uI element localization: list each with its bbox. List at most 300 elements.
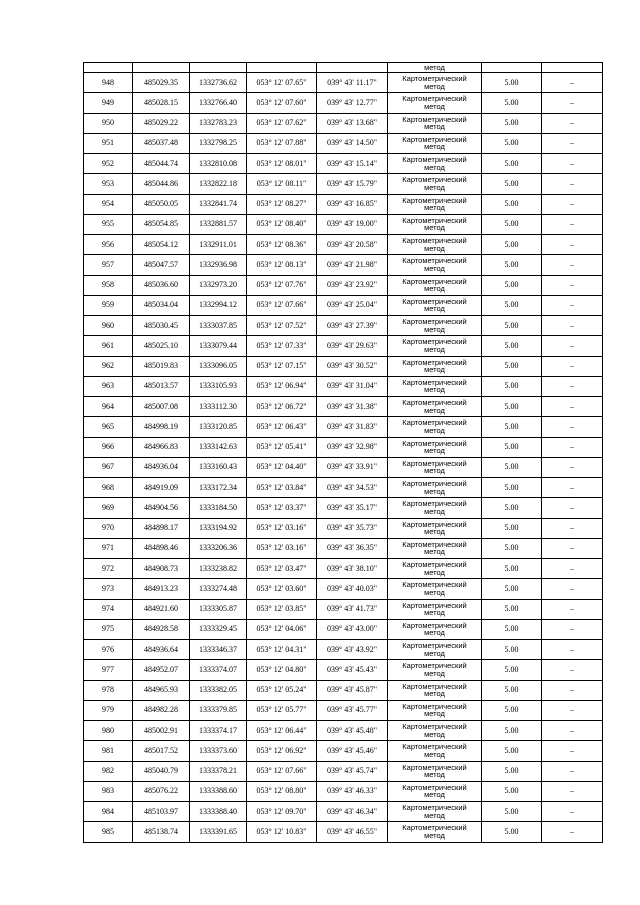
- header-cell: [133, 63, 190, 73]
- table-row: [84, 457, 603, 477]
- method-line-1: Картометрический: [402, 803, 467, 813]
- method-line-1: Картометрический: [402, 519, 467, 529]
- note-cell: –: [542, 761, 603, 781]
- method-line-2: метод: [424, 709, 445, 719]
- coordinates-table-page: [83, 62, 602, 843]
- y-coordinate-cell: 1333096.05: [190, 356, 247, 376]
- accuracy-cell: 5.00: [482, 214, 542, 234]
- accuracy-cell: 5.00: [482, 559, 542, 579]
- table-row: [84, 275, 603, 295]
- x-coordinate-cell: 485054.12: [133, 235, 190, 255]
- accuracy-cell: 5.00: [482, 498, 542, 518]
- x-coordinate-cell: 484982.28: [133, 700, 190, 720]
- accuracy-cell: 5.00: [482, 194, 542, 214]
- method-line-2: метод: [424, 689, 445, 699]
- method-line-1: Картометрический: [402, 580, 467, 590]
- y-coordinate-cell: 1333378.21: [190, 761, 247, 781]
- method-line-2: метод: [424, 263, 445, 273]
- x-coordinate-cell: 484928.58: [133, 619, 190, 639]
- method-line-2: метод: [424, 628, 445, 638]
- x-coordinate-cell: 484904.56: [133, 498, 190, 518]
- y-coordinate-cell: 1333194.92: [190, 518, 247, 538]
- longitude-cell: 039° 43' 32.98": [317, 437, 388, 457]
- method-line-2: метод: [424, 203, 445, 213]
- longitude-cell: 039° 43' 46.33": [317, 781, 388, 801]
- point-number-cell: 968: [84, 478, 133, 498]
- accuracy-cell: 5.00: [482, 538, 542, 558]
- point-number-cell: 950: [84, 113, 133, 133]
- y-coordinate-cell: 1332936.98: [190, 255, 247, 275]
- method-line-1: Картометрический: [402, 742, 467, 752]
- method-cell: [388, 741, 482, 761]
- x-coordinate-cell: 485025.10: [133, 336, 190, 356]
- header-cell: [542, 63, 603, 73]
- method-cell: [388, 599, 482, 619]
- accuracy-cell: 5.00: [482, 316, 542, 336]
- method-cell: [388, 538, 482, 558]
- latitude-cell: 053° 12' 07.88": [247, 133, 317, 153]
- longitude-cell: 039° 43' 38.10": [317, 559, 388, 579]
- method-line-2: метод: [424, 182, 445, 192]
- method-line-1: Картометрический: [402, 114, 467, 124]
- latitude-cell: 053° 12' 06.92": [247, 741, 317, 761]
- longitude-cell: 039° 43' 33.91": [317, 457, 388, 477]
- header-cell: [247, 63, 317, 73]
- x-coordinate-cell: 485017.52: [133, 741, 190, 761]
- longitude-cell: 039° 43' 45.77": [317, 700, 388, 720]
- latitude-cell: 053° 12' 07.15": [247, 356, 317, 376]
- method-line-1: Картометрический: [402, 438, 467, 448]
- note-cell: –: [542, 295, 603, 315]
- accuracy-cell: 5.00: [482, 356, 542, 376]
- method-line-2: метод: [424, 304, 445, 314]
- table-row: [84, 822, 603, 842]
- method-line-1: Картометрический: [402, 499, 467, 509]
- method-cell: [388, 680, 482, 700]
- method-line-1: Картометрический: [402, 600, 467, 610]
- x-coordinate-cell: 485019.83: [133, 356, 190, 376]
- point-number-cell: 977: [84, 660, 133, 680]
- note-cell: –: [542, 336, 603, 356]
- method-line-1: Картометрический: [402, 701, 467, 711]
- longitude-cell: 039° 43' 40.03": [317, 579, 388, 599]
- longitude-cell: 039° 43' 29.63": [317, 336, 388, 356]
- point-number-cell: 957: [84, 255, 133, 275]
- latitude-cell: 053° 12' 06.94": [247, 376, 317, 396]
- method-line-2: метод: [424, 527, 445, 537]
- method-line-2: метод: [424, 608, 445, 618]
- method-line-2: метод: [424, 142, 445, 152]
- accuracy-cell: 5.00: [482, 741, 542, 761]
- method-line-2: метод: [424, 101, 445, 111]
- x-coordinate-cell: 485002.91: [133, 721, 190, 741]
- coordinates-table: [83, 62, 603, 843]
- method-cell: [388, 518, 482, 538]
- note-cell: –: [542, 478, 603, 498]
- method-cell: [388, 700, 482, 720]
- table-row: [84, 73, 603, 93]
- x-coordinate-cell: 485036.60: [133, 275, 190, 295]
- longitude-cell: 039° 43' 13.68": [317, 113, 388, 133]
- latitude-cell: 053° 12' 07.66": [247, 295, 317, 315]
- method-line-1: Картометрический: [402, 317, 467, 327]
- method-cell: [388, 376, 482, 396]
- point-number-cell: 967: [84, 457, 133, 477]
- longitude-cell: 039° 43' 46.55": [317, 822, 388, 842]
- continued-header-row: [84, 63, 603, 73]
- longitude-cell: 039° 43' 35.73": [317, 518, 388, 538]
- longitude-cell: 039° 43' 15.14": [317, 154, 388, 174]
- note-cell: –: [542, 417, 603, 437]
- method-cell: [388, 356, 482, 376]
- table-row: [84, 802, 603, 822]
- y-coordinate-cell: 1332973.20: [190, 275, 247, 295]
- point-number-cell: 960: [84, 316, 133, 336]
- latitude-cell: 053° 12' 04.31": [247, 640, 317, 660]
- x-coordinate-cell: 484898.46: [133, 538, 190, 558]
- x-coordinate-cell: 485040.79: [133, 761, 190, 781]
- note-cell: –: [542, 822, 603, 842]
- longitude-cell: 039° 43' 23.92": [317, 275, 388, 295]
- table-row: [84, 700, 603, 720]
- method-line-1: Картометрический: [402, 276, 467, 286]
- latitude-cell: 053° 12' 07.33": [247, 336, 317, 356]
- latitude-cell: 053° 12' 08.01": [247, 154, 317, 174]
- table-row: [84, 417, 603, 437]
- y-coordinate-cell: 1333379.85: [190, 700, 247, 720]
- note-cell: –: [542, 700, 603, 720]
- table-row: [84, 336, 603, 356]
- method-line-2: метод: [424, 365, 445, 375]
- accuracy-cell: 5.00: [482, 417, 542, 437]
- y-coordinate-cell: 1332783.23: [190, 113, 247, 133]
- x-coordinate-cell: 484913.23: [133, 579, 190, 599]
- point-number-cell: 978: [84, 680, 133, 700]
- y-coordinate-cell: 1333112.30: [190, 397, 247, 417]
- x-coordinate-cell: 485007.08: [133, 397, 190, 417]
- method-line-2: метод: [424, 284, 445, 294]
- longitude-cell: 039° 43' 41.73": [317, 599, 388, 619]
- accuracy-cell: 5.00: [482, 376, 542, 396]
- method-line-2: метод: [424, 81, 445, 91]
- y-coordinate-cell: 1333374.17: [190, 721, 247, 741]
- point-number-cell: 981: [84, 741, 133, 761]
- x-coordinate-cell: 485103.97: [133, 802, 190, 822]
- point-number-cell: 954: [84, 194, 133, 214]
- note-cell: –: [542, 640, 603, 660]
- latitude-cell: 053° 12' 09.70": [247, 802, 317, 822]
- header-method-cell: метод: [388, 63, 482, 73]
- table-row: [84, 154, 603, 174]
- table-row: [84, 680, 603, 700]
- method-cell: [388, 619, 482, 639]
- method-line-2: метод: [424, 790, 445, 800]
- note-cell: –: [542, 538, 603, 558]
- method-line-1: Картометрический: [402, 823, 467, 833]
- method-line-2: метод: [424, 486, 445, 496]
- table-row: [84, 93, 603, 113]
- method-line-2: метод: [424, 122, 445, 132]
- longitude-cell: 039° 43' 19.00": [317, 214, 388, 234]
- point-number-cell: 951: [84, 133, 133, 153]
- method-line-1: Картометрический: [402, 337, 467, 347]
- y-coordinate-cell: 1333160.43: [190, 457, 247, 477]
- table-row: [84, 599, 603, 619]
- latitude-cell: 053° 12' 08.27": [247, 194, 317, 214]
- accuracy-cell: 5.00: [482, 133, 542, 153]
- note-cell: –: [542, 498, 603, 518]
- note-cell: –: [542, 376, 603, 396]
- method-line-1: Картометрический: [402, 782, 467, 792]
- table-row: [84, 235, 603, 255]
- y-coordinate-cell: 1332736.62: [190, 73, 247, 93]
- method-cell: [388, 640, 482, 660]
- y-coordinate-cell: 1333388.40: [190, 802, 247, 822]
- x-coordinate-cell: 485044.86: [133, 174, 190, 194]
- method-line-2: метод: [424, 425, 445, 435]
- latitude-cell: 053° 12' 05.77": [247, 700, 317, 720]
- method-line-1: Картометрический: [402, 296, 467, 306]
- method-line-1: Картометрический: [402, 94, 467, 104]
- longitude-cell: 039° 43' 43.92": [317, 640, 388, 660]
- method-cell: [388, 275, 482, 295]
- method-cell: [388, 133, 482, 153]
- accuracy-cell: 5.00: [482, 518, 542, 538]
- header-cell: [84, 63, 133, 73]
- method-line-1: Картометрический: [402, 641, 467, 651]
- accuracy-cell: 5.00: [482, 437, 542, 457]
- latitude-cell: 053° 12' 07.62": [247, 113, 317, 133]
- note-cell: –: [542, 599, 603, 619]
- accuracy-cell: 5.00: [482, 235, 542, 255]
- y-coordinate-cell: 1332994.12: [190, 295, 247, 315]
- longitude-cell: 039° 43' 43.00": [317, 619, 388, 639]
- method-line-1: Картометрический: [402, 479, 467, 489]
- y-coordinate-cell: 1333391.65: [190, 822, 247, 842]
- table-row: [84, 295, 603, 315]
- x-coordinate-cell: 484919.09: [133, 478, 190, 498]
- note-cell: –: [542, 559, 603, 579]
- method-cell: [388, 214, 482, 234]
- method-line-2: метод: [424, 506, 445, 516]
- latitude-cell: 053° 12' 03.60": [247, 579, 317, 599]
- note-cell: –: [542, 174, 603, 194]
- table-row: [84, 397, 603, 417]
- accuracy-cell: 5.00: [482, 336, 542, 356]
- x-coordinate-cell: 484936.64: [133, 640, 190, 660]
- method-cell: [388, 579, 482, 599]
- x-coordinate-cell: 485050.05: [133, 194, 190, 214]
- point-number-cell: 966: [84, 437, 133, 457]
- method-line-2: метод: [424, 405, 445, 415]
- method-line-1: Картометрический: [402, 620, 467, 630]
- method-cell: [388, 73, 482, 93]
- latitude-cell: 053° 12' 07.65": [247, 73, 317, 93]
- note-cell: –: [542, 802, 603, 822]
- point-number-cell: 953: [84, 174, 133, 194]
- method-cell: [388, 154, 482, 174]
- accuracy-cell: 5.00: [482, 174, 542, 194]
- method-line-2: метод: [424, 446, 445, 456]
- point-number-cell: 961: [84, 336, 133, 356]
- table-row: [84, 741, 603, 761]
- y-coordinate-cell: 1333206.36: [190, 538, 247, 558]
- latitude-cell: 053° 12' 05.41": [247, 437, 317, 457]
- header-cell: [190, 63, 247, 73]
- method-cell: [388, 174, 482, 194]
- y-coordinate-cell: 1333329.45: [190, 619, 247, 639]
- longitude-cell: 039° 43' 45.87": [317, 680, 388, 700]
- x-coordinate-cell: 485029.22: [133, 113, 190, 133]
- note-cell: –: [542, 619, 603, 639]
- y-coordinate-cell: 1332881.57: [190, 214, 247, 234]
- note-cell: –: [542, 660, 603, 680]
- x-coordinate-cell: 485047.57: [133, 255, 190, 275]
- method-line-2: метод: [424, 243, 445, 253]
- accuracy-cell: 5.00: [482, 113, 542, 133]
- latitude-cell: 053° 12' 06.72": [247, 397, 317, 417]
- note-cell: –: [542, 214, 603, 234]
- table-row: [84, 356, 603, 376]
- note-cell: –: [542, 154, 603, 174]
- accuracy-cell: 5.00: [482, 397, 542, 417]
- method-line-2: метод: [424, 830, 445, 840]
- y-coordinate-cell: 1333346.37: [190, 640, 247, 660]
- point-number-cell: 971: [84, 538, 133, 558]
- method-line-2: метод: [424, 587, 445, 597]
- table-row: [84, 538, 603, 558]
- method-line-1: Картометрический: [402, 74, 467, 84]
- method-line-1: Картометрический: [402, 661, 467, 671]
- accuracy-cell: 5.00: [482, 599, 542, 619]
- header-cell: [317, 63, 388, 73]
- method-line-1: Картометрический: [402, 539, 467, 549]
- note-cell: –: [542, 255, 603, 275]
- method-cell: [388, 457, 482, 477]
- latitude-cell: 053° 12' 03.85": [247, 599, 317, 619]
- x-coordinate-cell: 485013.57: [133, 376, 190, 396]
- method-cell: [388, 437, 482, 457]
- method-cell: [388, 397, 482, 417]
- method-line-1: Картометрический: [402, 377, 467, 387]
- latitude-cell: 053° 12' 07.60": [247, 93, 317, 113]
- accuracy-cell: 5.00: [482, 680, 542, 700]
- method-line-2: метод: [424, 547, 445, 557]
- longitude-cell: 039° 43' 16.85": [317, 194, 388, 214]
- latitude-cell: 053° 12' 08.11": [247, 174, 317, 194]
- accuracy-cell: 5.00: [482, 619, 542, 639]
- y-coordinate-cell: 1333105.93: [190, 376, 247, 396]
- method-line-1: Картометрический: [402, 175, 467, 185]
- accuracy-cell: 5.00: [482, 822, 542, 842]
- point-number-cell: 965: [84, 417, 133, 437]
- longitude-cell: 039° 43' 45.74": [317, 761, 388, 781]
- latitude-cell: 053° 12' 03.37": [247, 498, 317, 518]
- point-number-cell: 980: [84, 721, 133, 741]
- table-row: [84, 761, 603, 781]
- note-cell: –: [542, 781, 603, 801]
- longitude-cell: 039° 43' 31.38": [317, 397, 388, 417]
- method-line-1: Картометрический: [402, 236, 467, 246]
- note-cell: –: [542, 579, 603, 599]
- y-coordinate-cell: 1333388.60: [190, 781, 247, 801]
- table-row: [84, 133, 603, 153]
- x-coordinate-cell: 485037.48: [133, 133, 190, 153]
- latitude-cell: 053° 12' 08.13": [247, 255, 317, 275]
- latitude-cell: 053° 12' 06.43": [247, 417, 317, 437]
- note-cell: –: [542, 397, 603, 417]
- latitude-cell: 053° 12' 04.80": [247, 660, 317, 680]
- method-cell: [388, 235, 482, 255]
- y-coordinate-cell: 1333238.82: [190, 559, 247, 579]
- longitude-cell: 039° 43' 14.50": [317, 133, 388, 153]
- table-row: [84, 660, 603, 680]
- x-coordinate-cell: 485034.04: [133, 295, 190, 315]
- note-cell: –: [542, 457, 603, 477]
- x-coordinate-cell: 484908.73: [133, 559, 190, 579]
- method-cell: [388, 802, 482, 822]
- point-number-cell: 955: [84, 214, 133, 234]
- y-coordinate-cell: 1332798.25: [190, 133, 247, 153]
- table-row: [84, 518, 603, 538]
- accuracy-cell: 5.00: [482, 457, 542, 477]
- longitude-cell: 039° 43' 20.58": [317, 235, 388, 255]
- method-line-2: метод: [424, 466, 445, 476]
- method-cell: [388, 417, 482, 437]
- longitude-cell: 039° 43' 36.35": [317, 538, 388, 558]
- x-coordinate-cell: 484936.04: [133, 457, 190, 477]
- point-number-cell: 982: [84, 761, 133, 781]
- latitude-cell: 053° 12' 08.40": [247, 214, 317, 234]
- longitude-cell: 039° 43' 34.53": [317, 478, 388, 498]
- method-line-2: метод: [424, 567, 445, 577]
- x-coordinate-cell: 484998.19: [133, 417, 190, 437]
- point-number-cell: 974: [84, 599, 133, 619]
- longitude-cell: 039° 43' 45.46": [317, 741, 388, 761]
- longitude-cell: 039° 43' 45.48": [317, 721, 388, 741]
- point-number-cell: 985: [84, 822, 133, 842]
- x-coordinate-cell: 485076.22: [133, 781, 190, 801]
- point-number-cell: 979: [84, 700, 133, 720]
- latitude-cell: 053° 12' 10.83": [247, 822, 317, 842]
- longitude-cell: 039° 43' 25.04": [317, 295, 388, 315]
- method-line-1: Картометрический: [402, 256, 467, 266]
- longitude-cell: 039° 43' 11.17": [317, 73, 388, 93]
- method-line-1: Картометрический: [402, 722, 467, 732]
- point-number-cell: 975: [84, 619, 133, 639]
- point-number-cell: 984: [84, 802, 133, 822]
- accuracy-cell: 5.00: [482, 255, 542, 275]
- latitude-cell: 053° 12' 07.66": [247, 761, 317, 781]
- latitude-cell: 053° 12' 04.06": [247, 619, 317, 639]
- table-row: [84, 437, 603, 457]
- y-coordinate-cell: 1333079.44: [190, 336, 247, 356]
- accuracy-cell: 5.00: [482, 660, 542, 680]
- longitude-cell: 039° 43' 30.52": [317, 356, 388, 376]
- method-cell: [388, 761, 482, 781]
- method-line-2: метод: [424, 648, 445, 658]
- note-cell: –: [542, 721, 603, 741]
- method-cell: [388, 336, 482, 356]
- method-cell: [388, 255, 482, 275]
- accuracy-cell: 5.00: [482, 781, 542, 801]
- accuracy-cell: 5.00: [482, 700, 542, 720]
- method-line-1: Картометрический: [402, 155, 467, 165]
- accuracy-cell: 5.00: [482, 275, 542, 295]
- method-cell: [388, 194, 482, 214]
- table-row: [84, 113, 603, 133]
- longitude-cell: 039° 43' 27.39": [317, 316, 388, 336]
